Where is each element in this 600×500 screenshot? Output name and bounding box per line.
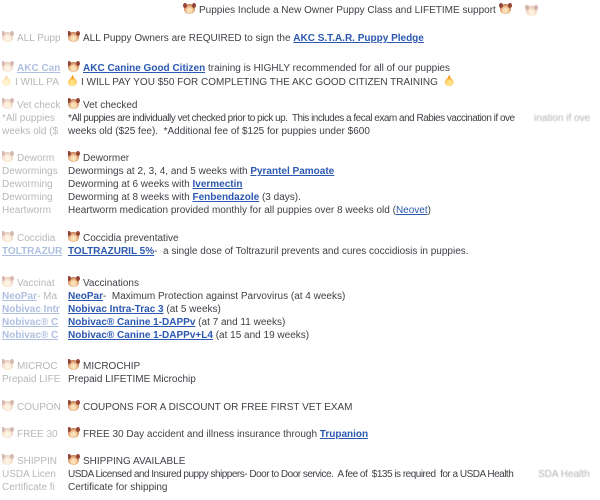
line-good-citizen xyxy=(68,62,450,75)
ghost-text: COUPON xyxy=(17,402,61,413)
dog-face-icon xyxy=(68,360,79,370)
ghost-text: - Ma xyxy=(37,291,58,302)
line-text: ) xyxy=(427,205,431,216)
ghost-fragment xyxy=(2,191,53,204)
line-text: Vet checked xyxy=(83,100,138,111)
ghost-fragment xyxy=(2,360,58,373)
ghost-fragment xyxy=(2,232,55,245)
line-text: SHIPPING AVAILABLE xyxy=(83,456,186,467)
link-neovet[interactable]: Neovet xyxy=(395,205,428,216)
ghost-link: Nobivac® C xyxy=(2,330,59,341)
link-trupanion[interactable]: Trupanion xyxy=(319,429,369,440)
ghost-text: SHIPPIN xyxy=(17,456,58,467)
ghost-column xyxy=(2,0,64,500)
line-text: Coccidia preventative xyxy=(83,233,179,244)
line-text: (at 5 weeks) xyxy=(163,304,221,315)
dog-face-icon xyxy=(2,32,13,42)
ghost-text: ination if ove xyxy=(534,113,591,124)
ghost-text: I WILL PA xyxy=(15,77,59,88)
line-text: (at 15 and 19 weeks) xyxy=(212,330,310,341)
line-text: training is HIGHLY recommended for all of our puppies xyxy=(205,63,450,74)
ghost-fragment xyxy=(2,316,58,329)
link-akc-star-puppy-pledge[interactable]: AKC S.T.A.R. Puppy Pledge xyxy=(293,33,424,44)
ghost-text: Heartworm xyxy=(2,205,51,216)
line-shipping xyxy=(68,455,185,468)
ghost-link: AKC Can xyxy=(17,63,61,74)
ghost-fragment xyxy=(2,125,58,138)
line-microchip xyxy=(68,360,140,373)
line-text: Dewormer xyxy=(83,153,130,164)
line-dappv-l4 xyxy=(68,329,309,342)
ghost-fragment xyxy=(2,165,58,178)
line-text: FREE 30 Day accident and illness insurance through xyxy=(83,429,320,440)
line-pledge xyxy=(68,32,424,45)
line-deworming-8wk xyxy=(68,191,301,204)
dog-face-icon xyxy=(2,401,13,411)
ghost-link: Nobivac Intr xyxy=(2,304,60,315)
line-text: Vaccinations xyxy=(83,278,139,289)
link-akc-canine-good-citizen[interactable]: AKC Canine Good Citizen xyxy=(83,63,206,74)
ghost-text: ALL Pupp xyxy=(17,33,61,44)
line-vet-checked xyxy=(68,99,137,112)
line-insurance xyxy=(68,428,368,441)
ghost-fragment xyxy=(2,277,55,290)
link-toltrazuril[interactable]: TOLTRAZURIL 5% xyxy=(68,246,155,257)
dog-face-icon xyxy=(2,62,13,72)
link-nobivac-canine-1-dappv-l4[interactable]: Nobivac® Canine 1-DAPPv+L4 xyxy=(68,330,213,341)
ghost-fragment xyxy=(2,468,56,481)
line-pay-50 xyxy=(68,75,454,88)
line-text: COUPONS FOR A DISCOUNT OR FREE FIRST VET EXAM xyxy=(83,402,353,413)
dog-face-icon xyxy=(2,232,13,242)
line-text: (3 days). xyxy=(259,192,301,203)
dog-face-icon xyxy=(68,428,79,438)
ghost-fragment xyxy=(2,373,60,386)
ghost-fragment xyxy=(2,455,57,468)
line-deworming-6wk xyxy=(68,178,243,191)
ghost-link: NeoPar xyxy=(2,291,38,302)
dog-face-icon xyxy=(2,277,13,287)
ghost-fragment xyxy=(2,112,55,125)
line-vet-detail-2 xyxy=(68,125,370,138)
ghost-text: Certificate fi xyxy=(2,482,55,493)
line-shipping-detail-1 xyxy=(68,468,513,481)
ghost-text: Vet check xyxy=(17,100,61,111)
ghost-text: FREE 30 xyxy=(17,429,58,440)
line-vet-detail-1 xyxy=(68,112,515,125)
line-text: Prepaid LIFETIME Microchip xyxy=(68,374,196,385)
ghost-link: Nobivac® C xyxy=(2,317,59,328)
ghost-text: Deworming xyxy=(2,192,53,203)
line-dewormer xyxy=(68,152,129,165)
dog-face-icon xyxy=(68,232,79,242)
header-line xyxy=(184,4,511,17)
ghost-text: Deworming xyxy=(2,179,53,190)
ghost-text: MICROC xyxy=(17,361,58,372)
dog-face-icon xyxy=(68,62,79,72)
line-text: I WILL PAY YOU $50 FOR COMPLETING THE AKC GOOD CITIZEN TRAINING xyxy=(81,77,441,88)
dog-face-icon xyxy=(68,32,79,42)
dog-face-icon xyxy=(68,401,79,411)
link-ivermectin[interactable]: Ivermectin xyxy=(192,179,243,190)
dog-face-icon xyxy=(68,455,79,465)
link-neopar[interactable]: NeoPar xyxy=(68,291,104,302)
ghost-text: Vaccinat xyxy=(17,278,55,289)
ghost-text: Deworm xyxy=(17,153,55,164)
line-text: (at 7 and 11 weeks) xyxy=(195,317,286,328)
ghost-fragment xyxy=(2,401,61,414)
ghost-fragment xyxy=(2,428,58,441)
line-neopar xyxy=(68,290,345,303)
line-vaccinations xyxy=(68,277,139,290)
ghost-fragment xyxy=(2,245,62,258)
line-text: Deworming at 6 weeks with xyxy=(68,179,193,190)
link-fenbendazole[interactable]: Fenbendazole xyxy=(192,192,260,203)
dog-face-icon xyxy=(184,4,195,14)
line-text: Deworming at 8 weeks with xyxy=(68,192,193,203)
ghost-fragment xyxy=(2,75,59,88)
line-text: Heartworm medication provided monthly for all puppies over 8 weeks old ( xyxy=(68,205,396,216)
ghost-fragment xyxy=(2,329,58,342)
line-shipping-detail-2 xyxy=(68,481,168,494)
ghost-text: weeks old ($ xyxy=(2,126,59,137)
line-dappv xyxy=(68,316,285,329)
link-nobivac-intra-trac-3[interactable]: Nobivac Intra-Trac 3 xyxy=(68,304,164,315)
dog-face-icon xyxy=(500,4,511,14)
fire-icon xyxy=(445,75,454,86)
link-pyrantel-pamoate[interactable]: Pyrantel Pamoate xyxy=(250,166,335,177)
dog-face-icon xyxy=(2,360,13,370)
line-toltrazuril xyxy=(68,245,469,258)
ghost-text: SDA Health xyxy=(538,469,590,480)
ghost-right-fragment xyxy=(534,112,590,125)
ghost-fragment xyxy=(2,152,54,165)
line-text: *All puppies are individually vet checked prior to pick up. This includes a fecal exam and Rabies vaccination if ove xyxy=(68,113,515,124)
ghost-fragment xyxy=(2,62,60,75)
ghost-link: TOLTRAZUR xyxy=(2,246,63,257)
header-text: Puppies Include a New Owner Puppy Class and LIFETIME support xyxy=(199,5,496,16)
ghost-fragment xyxy=(2,290,57,303)
dog-face-icon xyxy=(68,99,79,109)
fire-icon xyxy=(2,75,11,86)
line-text: - Maximum Protection against Parvovirus (at 4 weeks) xyxy=(103,291,346,302)
ghost-fragment xyxy=(2,32,61,45)
ghost-fragment xyxy=(2,99,60,112)
line-deworming-2345 xyxy=(68,165,334,178)
line-text: MICROCHIP xyxy=(83,361,141,372)
ghost-text: Dewormings xyxy=(2,166,58,177)
dog-face-icon xyxy=(2,152,13,162)
line-coccidia xyxy=(68,232,179,245)
link-nobivac-canine-1-dappv[interactable]: Nobivac® Canine 1-DAPPv xyxy=(68,317,196,328)
ghost-text: Prepaid LIFE xyxy=(2,374,61,385)
line-text: Dewormings at 2, 3, 4, and 5 weeks with xyxy=(68,166,251,177)
ghost-text: *All puppies xyxy=(2,113,55,124)
dog-face-icon xyxy=(68,277,79,287)
line-microchip-detail xyxy=(68,373,196,386)
ghost-dog-face-icon xyxy=(526,6,541,19)
ghost-text: USDA Licen xyxy=(2,469,56,480)
line-intra-trac xyxy=(68,303,221,316)
dog-face-icon xyxy=(2,428,13,438)
ghost-fragment xyxy=(2,303,60,316)
dog-face-icon xyxy=(2,99,13,109)
ghost-text: Coccidia xyxy=(17,233,56,244)
line-text: - a single dose of Toltrazuril prevents and cures coccidiosis in puppies. xyxy=(154,246,469,257)
line-heartworm xyxy=(68,204,431,217)
line-text: Certificate for shipping xyxy=(68,482,168,493)
dog-face-icon xyxy=(526,6,537,16)
line-coupons xyxy=(68,401,353,414)
line-text: USDA Licensed and Insured puppy shippers- Door to Door service. A fee of $135 is required for a USDA Health xyxy=(68,469,514,480)
line-text: weeks old ($25 fee). *Additional fee of $125 for puppies under $600 xyxy=(68,126,370,137)
ghost-fragment xyxy=(2,204,51,217)
line-text: ALL Puppy Owners are REQUIRED to sign the xyxy=(83,33,294,44)
ghost-fragment xyxy=(2,178,53,191)
fire-icon xyxy=(68,75,77,86)
ghost-fragment xyxy=(2,481,55,494)
ghost-right-fragment xyxy=(538,468,590,481)
dog-face-icon xyxy=(68,152,79,162)
dog-face-icon xyxy=(2,455,13,465)
main-content xyxy=(68,0,534,500)
